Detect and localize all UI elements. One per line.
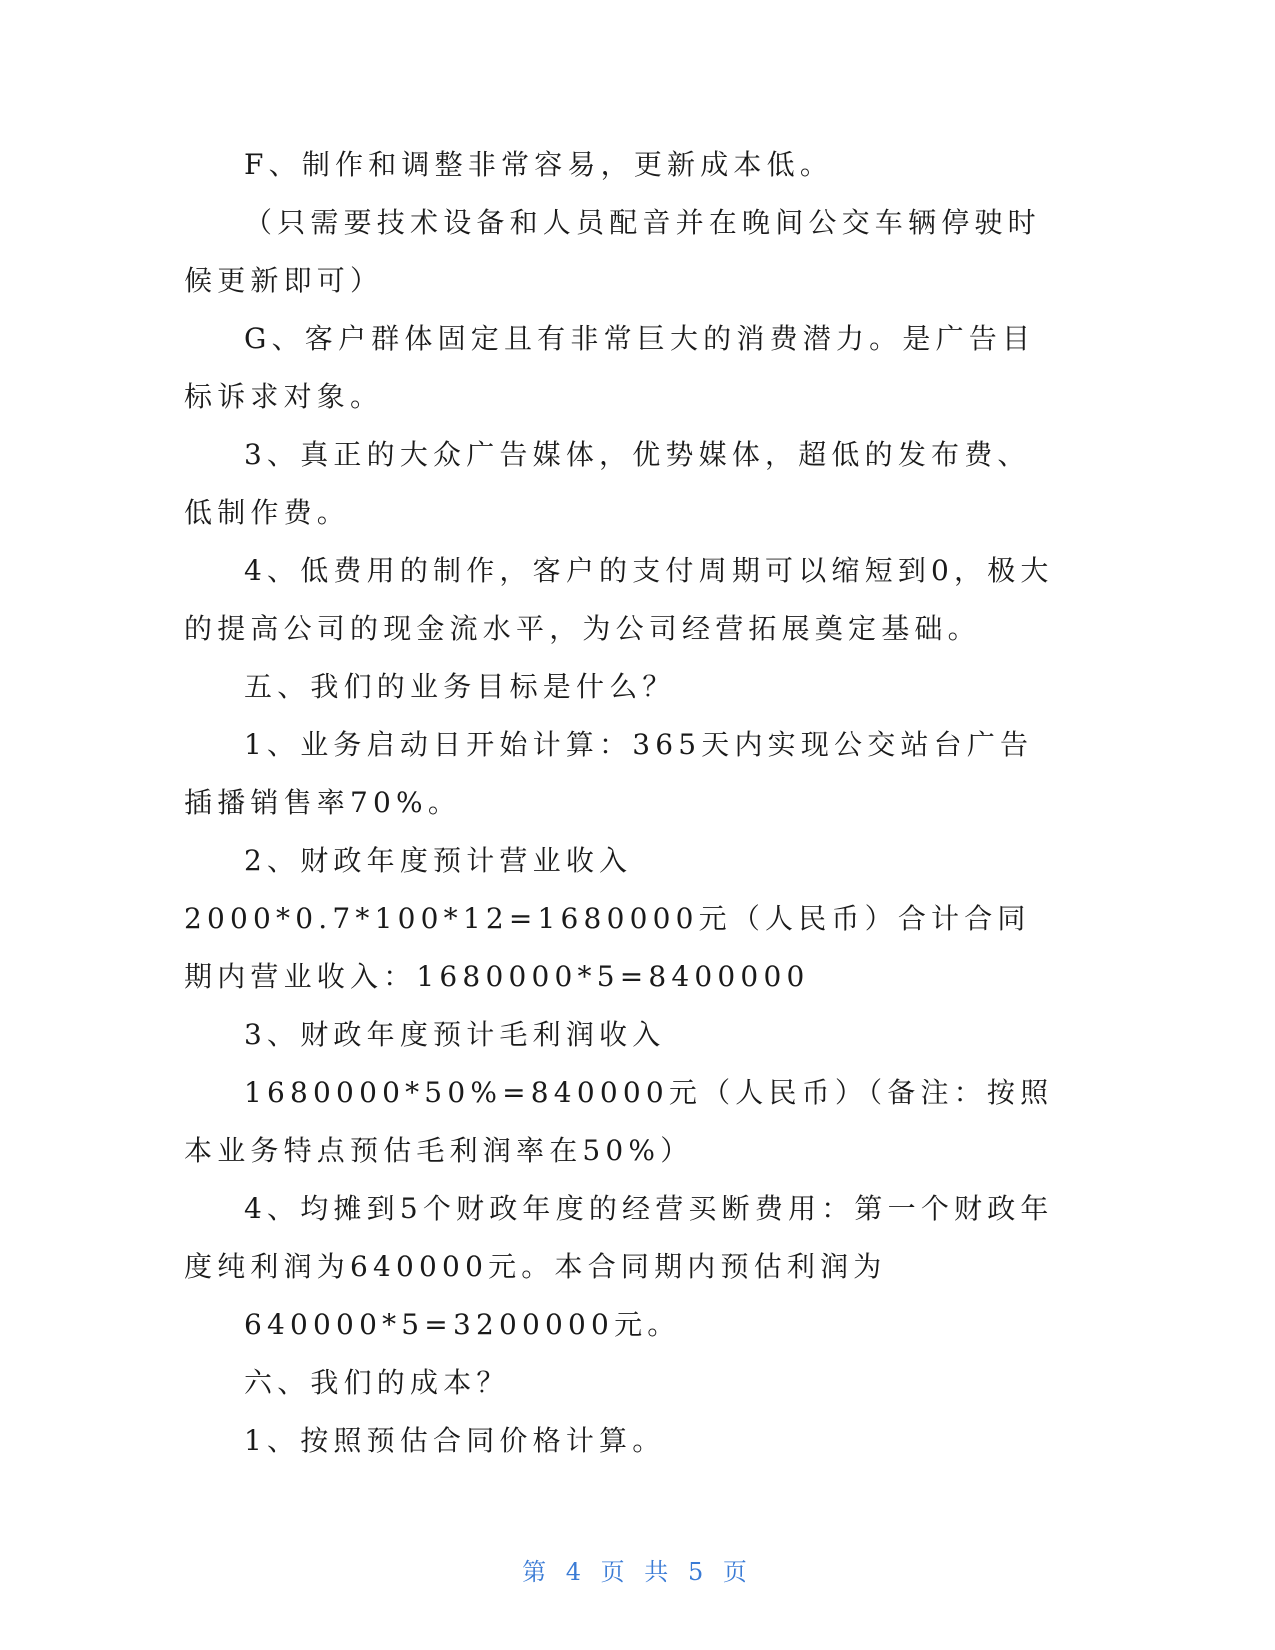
footer-middle: 页 共 [600,1558,675,1586]
document-body [184,136,1054,1470]
paragraph-f: F、制作和调整非常容易，更新成本低。 [244,148,834,181]
footer-total-pages: 5 [687,1558,710,1586]
goal-item-3-formula: 1680000*50%=840000元（人民币）（备注：按照本业务特点预估毛利润率在50%） [184,1076,1054,1167]
paragraph-3: 3、真正的大众广告媒体，优势媒体，超低的发布费、低制作费。 [184,438,1031,529]
goal-item-3: 3、财政年度预计毛利润收入 [244,1018,666,1051]
page-footer [0,1552,1275,1587]
goal-item-2: 2、财政年度预计营业收入2000*0.7*100*12=1680000元（人民币）合计合同期内营业收入：1680000*5=8400000 [184,844,1031,993]
goal-item-1: 1、业务启动日开始计算：365天内实现公交站台广告插播销售率70%。 [184,728,1034,819]
goal-item-4: 4、均摊到5个财政年度的经营买断费用：第一个财政年度纯利润为640000元。本合同期内预估利润为 [184,1192,1054,1283]
footer-suffix: 页 [722,1558,753,1586]
paragraph-g: G、客户群体固定且有非常巨大的消费潜力。是广告目标诉求对象。 [184,322,1036,413]
footer-current-page: 4 [565,1558,588,1586]
paragraph-f-note: （只需要技术设备和人员配音并在晚间公交车辆停驶时候更新即可） [184,206,1041,297]
section-heading-5: 五、我们的业务目标是什么？ [244,670,676,703]
paragraph-4: 4、低费用的制作，客户的支付周期可以缩短到0，极大的提高公司的现金流水平，为公司经营拓展奠定基础。 [184,554,1054,645]
section-heading-6: 六、我们的成本？ [244,1366,510,1399]
cost-item-1: 1、按照预估合同价格计算。 [244,1424,666,1457]
goal-item-4-formula: 640000*5=3200000元。 [244,1308,681,1341]
footer-prefix: 第 [522,1558,553,1586]
